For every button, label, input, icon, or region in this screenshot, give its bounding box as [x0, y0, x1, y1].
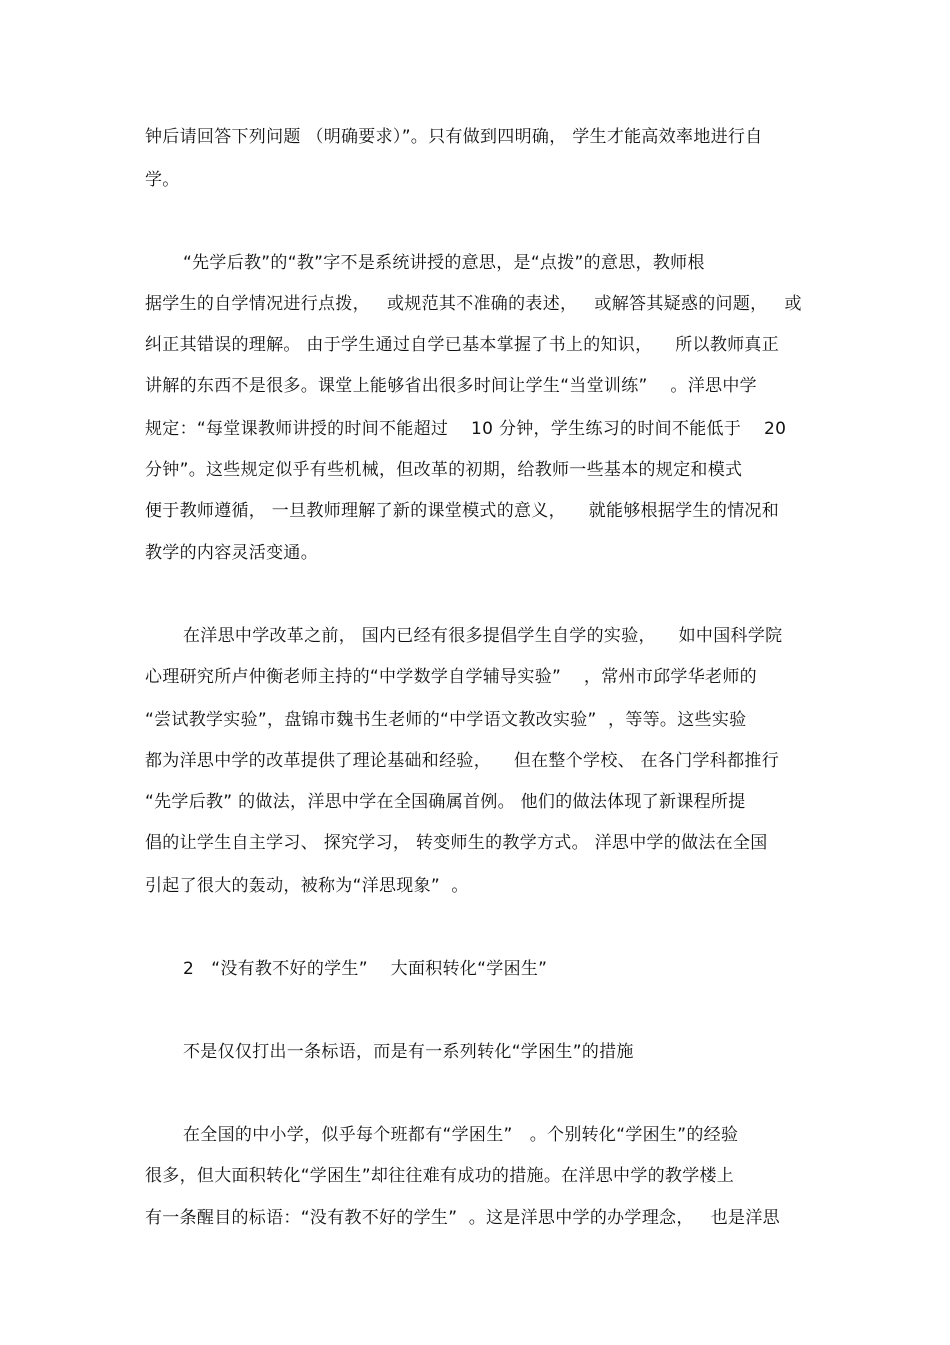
section-subheading: 不是仅仅打出一条标语，而是有一系列转化“学困生”的措施	[183, 1042, 634, 1062]
paragraph-3-line-4: 都为洋思中学的改革提供了理论基础和经验， 但在整个学校、 在各门学科都推行	[145, 751, 780, 771]
paragraph-2-line-6: 分钟”。这些规定似乎有些机械，但改革的初期，给教师一些基本的规定和模式	[145, 460, 743, 480]
paragraph-2-line-5: 规定：“每堂课教师讲授的时间不能超过 10 分钟，学生练习的时间不能低于 20	[145, 419, 787, 439]
paragraph-3-line-3: “尝试教学实验”，盘锦市魏书生老师的“中学语文教改实验” ，等等。这些实验	[145, 710, 747, 730]
paragraph-1-line-1: 钟后请回答下列问题 （明确要求）”。只有做到四明确， 学生才能高效率地进行自	[145, 127, 763, 147]
paragraph-2-line-7: 便于教师遵循， 一旦教师理解了新的课堂模式的意义， 就能够根据学生的情况和	[145, 501, 780, 521]
paragraph-4-line-3: 有一条醒目的标语：“没有教不好的学生” 。这是洋思中学的办学理念， 也是洋思	[145, 1208, 780, 1228]
paragraph-3-line-2: 心理研究所卢仲衡老师主持的“中学数学自学辅导实验” ，常州市邱学华老师的	[145, 667, 757, 687]
paragraph-2-line-3: 纠正其错误的理解。 由于学生通过自学已基本掌握了书上的知识， 所以教师真正	[145, 335, 780, 355]
paragraph-2-line-1: “先学后教”的“教”字不是系统讲授的意思，是“点拨”的意思，教师根	[183, 253, 705, 273]
paragraph-4-line-1: 在全国的中小学，似乎每个班都有“学困生” 。个别转化“学困生”的经验	[183, 1125, 739, 1145]
paragraph-2-line-4: 讲解的东西不是很多。课堂上能够省出很多时间让学生“当堂训练” 。洋思中学	[145, 376, 757, 396]
paragraph-3-line-1: 在洋思中学改革之前， 国内已经有很多提倡学生自学的实验， 如中国科学院	[183, 626, 783, 646]
section-heading: 2 “没有教不好的学生” 大面积转化“学困生”	[183, 959, 548, 979]
paragraph-3-line-5: “先学后教” 的做法，洋思中学在全国确属首例。 他们的做法体现了新课程所提	[145, 792, 746, 812]
paragraph-1-line-2: 学。	[145, 170, 180, 190]
paragraph-2-line-2: 据学生的自学情况进行点拨， 或规范其不准确的表述， 或解答其疑惑的问题， 或	[145, 294, 802, 314]
paragraph-3-line-6: 倡的让学生自主学习、 探究学习， 转变师生的教学方式。 洋思中学的做法在全国	[145, 833, 768, 853]
paragraph-3-line-7: 引起了很大的轰动，被称为“洋思现象” 。	[145, 876, 469, 896]
paragraph-2-line-8: 教学的内容灵活变通。	[145, 543, 318, 563]
paragraph-4-line-2: 很多，但大面积转化“学困生”却往往难有成功的措施。在洋思中学的教学楼上	[145, 1166, 735, 1186]
